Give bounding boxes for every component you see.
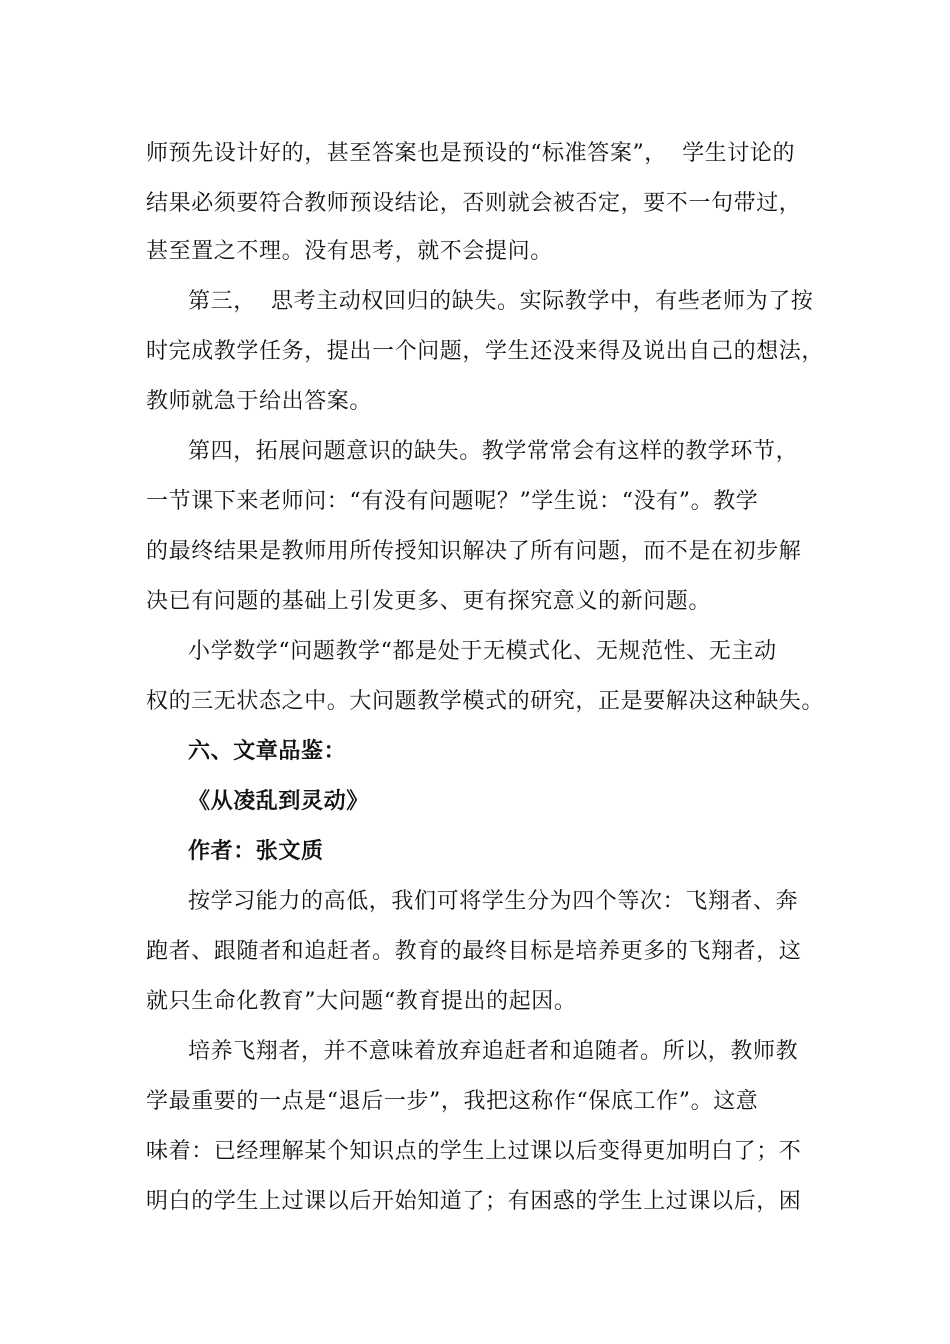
text-line: 明白的学生上过课以后开始知道了；有困惑的学生上过课以后，困	[146, 1189, 802, 1214]
article-author: 作者：张文质	[188, 839, 324, 864]
text-line: 师预先设计好的，甚至答案也是预设的“标准答案”， 学生讨论的	[146, 141, 796, 166]
paragraph-start-line: 按学习能力的高低，我们可将学生分为四个等次：飞翔者、奔	[188, 889, 799, 914]
text-line: 教师就急于给出答案。	[146, 389, 373, 414]
text-line: 一节课下来老师问：“有没有问题呢？”学生说：“没有”。教学	[146, 489, 759, 514]
paragraph-start-line: 第三， 思考主动权回归的缺失。实际教学中，有些老师为了按	[188, 289, 814, 314]
text-line: 结果必须要符合教师预设结论，否则就会被否定，要不一句带过，	[146, 191, 802, 216]
text-line: 权的三无状态之中。大问题教学模式的研究，正是要解决这种缺失。	[146, 689, 825, 714]
text-line: 学最重要的一点是“退后一步”，我把这称作“保底工作”。这意	[146, 1089, 759, 1114]
section-heading: 六、文章品鉴：	[188, 739, 347, 764]
paragraph-start-line: 小学数学“问题教学“都是处于无模式化、无规范性、无主动	[188, 639, 777, 664]
paragraph-start-line: 第四，拓展问题意识的缺失。教学常常会有这样的教学环节，	[188, 439, 799, 464]
text-line: 就只生命化教育”大问题“教育提出的起因。	[146, 989, 577, 1014]
text-line: 时完成教学任务，提出一个问题，学生还没来得及说出自己的想法，	[146, 339, 825, 364]
article-title: 《从凌乱到灵动》	[188, 789, 369, 814]
text-line: 决已有问题的基础上引发更多、更有探究意义的新问题。	[146, 589, 712, 614]
text-line: 甚至置之不理。没有思考，就不会提问。	[146, 239, 553, 264]
text-line: 跑者、跟随者和追赶者。教育的最终目标是培养更多的飞翔者，这	[146, 939, 802, 964]
text-line: 味着：已经理解某个知识点的学生上过课以后变得更加明白了；不	[146, 1139, 802, 1164]
paragraph-start-line: 培养飞翔者，并不意味着放弃追赶者和追随者。所以，教师教	[188, 1039, 799, 1064]
text-line: 的最终结果是教师用所传授知识解决了所有问题，而不是在初步解	[146, 539, 802, 564]
